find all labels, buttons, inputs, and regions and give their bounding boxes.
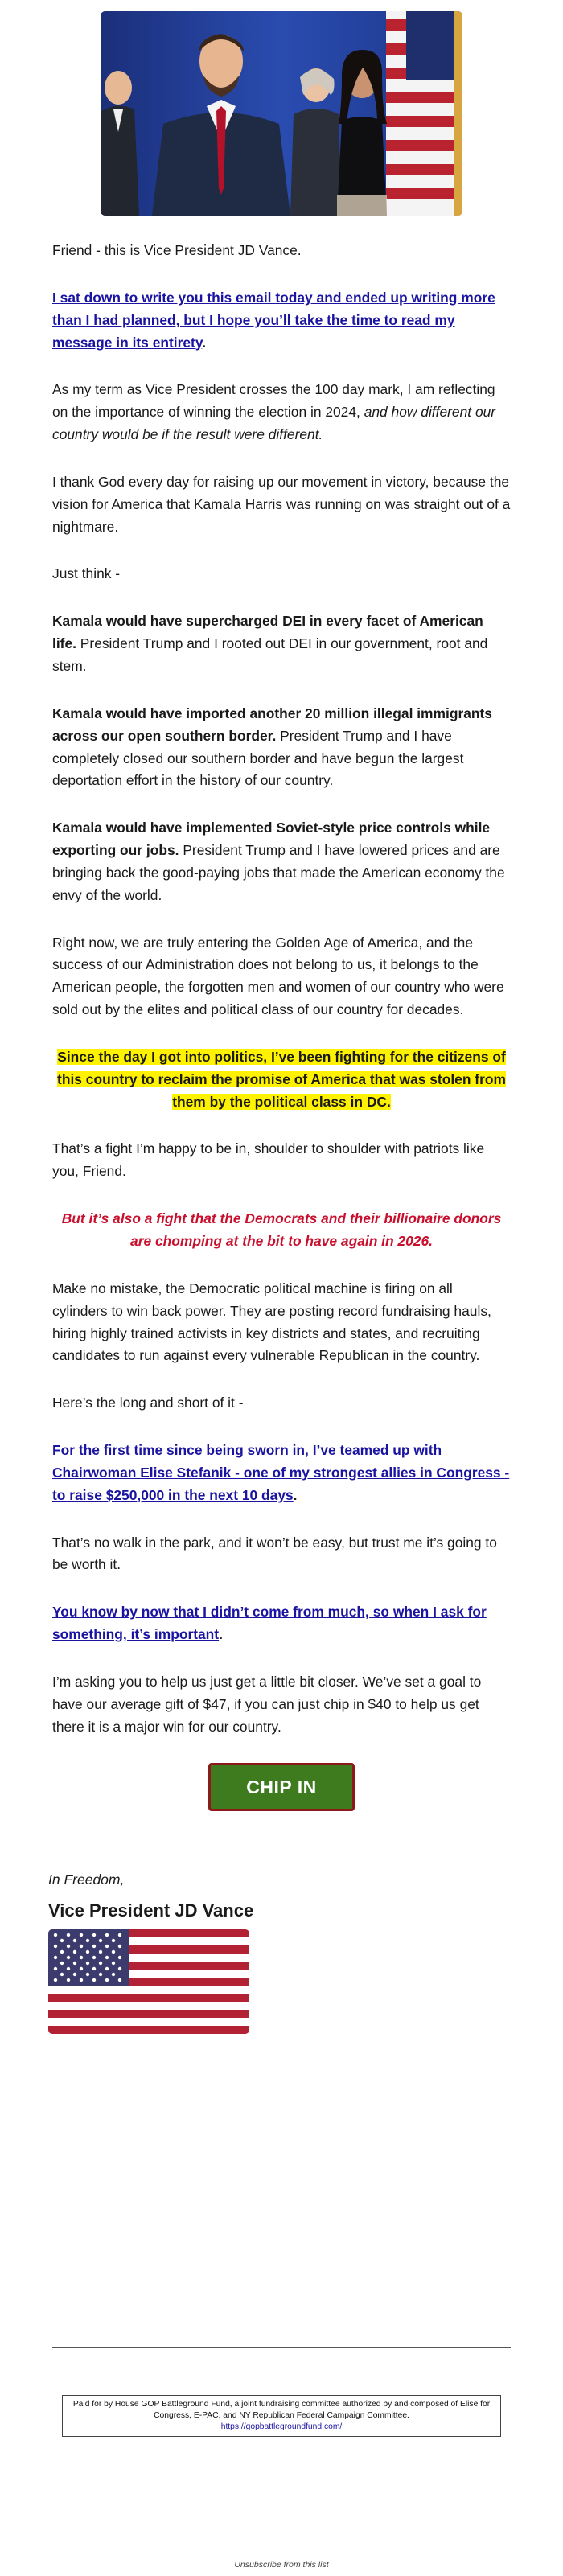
red-callout: But it’s also a fight that the Democrats and their billionaire donors are chomping at the bit to have again in 2026.: [61, 1210, 502, 1249]
unsubscribe-link[interactable]: Unsubscribe from this list: [234, 2560, 329, 2570]
price-paragraph: [52, 817, 511, 906]
ask-paragraph: I’m asking you to help us just get a little bit closer. We’ve set a goal to have our average gift of $47, if you can just chip in $40 to help us get there it is a major win for our country.: [52, 1673, 482, 1735]
hero-photo: [101, 11, 462, 216]
just-think: Just think -: [52, 565, 121, 582]
dei-paragraph: [52, 610, 511, 678]
cta-wrapper: [52, 1763, 511, 1811]
term-italic: and how different our country would be if the result were different.: [52, 404, 496, 443]
fight-paragraph: That’s a fight I’m happy to be in, shoulder to shoulder with patriots like you, Friend.: [52, 1140, 485, 1180]
disclaimer-link[interactable]: https://gopbattlegroundfund.com/: [220, 2422, 343, 2431]
dei-rest: President Trump and I rooted out DEI in our government, root and stem.: [52, 635, 488, 674]
stefanik-period: .: [293, 1486, 298, 1503]
machine-paragraph: Make no mistake, the Democratic political machine is firing on all cylinders to win back power. They are posting record fundraising hauls, hiring highly trained activists in key districts and states, and recruiting candidates to run against every vulnerable Republican in the country.: [52, 1280, 491, 1364]
intro-period: .: [202, 334, 207, 351]
flag-icon: [48, 1929, 249, 2034]
intro-paragraph: [52, 287, 511, 355]
chip-in-button[interactable]: CHIP IN: [208, 1763, 355, 1811]
price-bold: Kamala would have implemented Soviet-style price controls while exporting our jobs.: [52, 820, 491, 859]
american-flag-image: [48, 1929, 249, 2034]
email-body: [52, 240, 511, 1835]
hero-photo-illustration: [101, 11, 462, 216]
ask-link-period: .: [219, 1626, 223, 1643]
ask-link-paragraph: [52, 1601, 511, 1646]
intro-link[interactable]: I sat down to write you this email today and ended up writing more than I had planned, but I hope you’ll take the time to read my message in its entirety: [52, 289, 495, 351]
ask-link[interactable]: You know by now that I didn’t come from much, so when I ask for something, it’s important: [52, 1604, 487, 1643]
paid-for-disclaimer: [62, 2395, 501, 2437]
long-short: Here’s the long and short of it -: [52, 1395, 244, 1411]
thank-paragraph: I thank God every day for raising up our movement in victory, because the vision for America that Kamala Harris was running on was straight out of a nightmare.: [52, 473, 511, 535]
stefanik-paragraph: [52, 1440, 511, 1507]
disclaimer-text: Paid for by House GOP Battleground Fund, a joint fundraising committee authorized by and composed of Elise for Congress, E-PAC, and NY Republican Federal Campaign Committee.: [72, 2400, 491, 2420]
golden-age-paragraph: Right now, we are truly entering the Golden Age of America, and the success of our Administration does not belong to us, it belongs to the American people, the forgotten men and women of our country who were sold out by the elites and political class of our country for decades.: [52, 934, 504, 1018]
term-paragraph: [52, 379, 511, 446]
stefanik-link[interactable]: For the first time since being sworn in, I’ve teamed up with Chairwoman Elise Stefanik - one of my strongest allies in Congress - to raise $250,000 in the next 10 days: [52, 1442, 510, 1503]
border-paragraph: [52, 703, 511, 792]
signoff: [48, 1871, 499, 2034]
highlight-text: Since the day I got into politics, I’ve been fighting for the citizens of this country to reclaim the promise of America that was stolen from them by the political class in DC.: [57, 1048, 506, 1110]
signature-name: Vice President JD Vance: [48, 1900, 254, 1921]
walk-paragraph: That’s no walk in the park, and it won’t be easy, but trust me it’s going to be worth it.: [52, 1534, 497, 1573]
footer-divider: [52, 2347, 511, 2348]
closing: In Freedom,: [48, 1871, 125, 1888]
term-text: As my term as Vice President crosses the 100 day mark, I am reflecting on the importance of winning the election in 2024,: [52, 381, 495, 421]
greeting: Friend - this is Vice President JD Vance.: [52, 242, 302, 258]
border-rest: President Trump and I have completely closed our southern border and have begun the largest deportation effort in the history of our country.: [52, 727, 464, 789]
border-bold: Kamala would have imported another 20 million illegal immigrants across our open southern border.: [52, 705, 492, 744]
highlight-paragraph: [52, 1046, 511, 1114]
price-rest: President Trump and I have lowered prices and are bringing back the good-paying jobs that made the American economy the envy of the world.: [52, 842, 505, 903]
dei-bold: Kamala would have supercharged DEI in every facet of American life.: [52, 613, 483, 652]
